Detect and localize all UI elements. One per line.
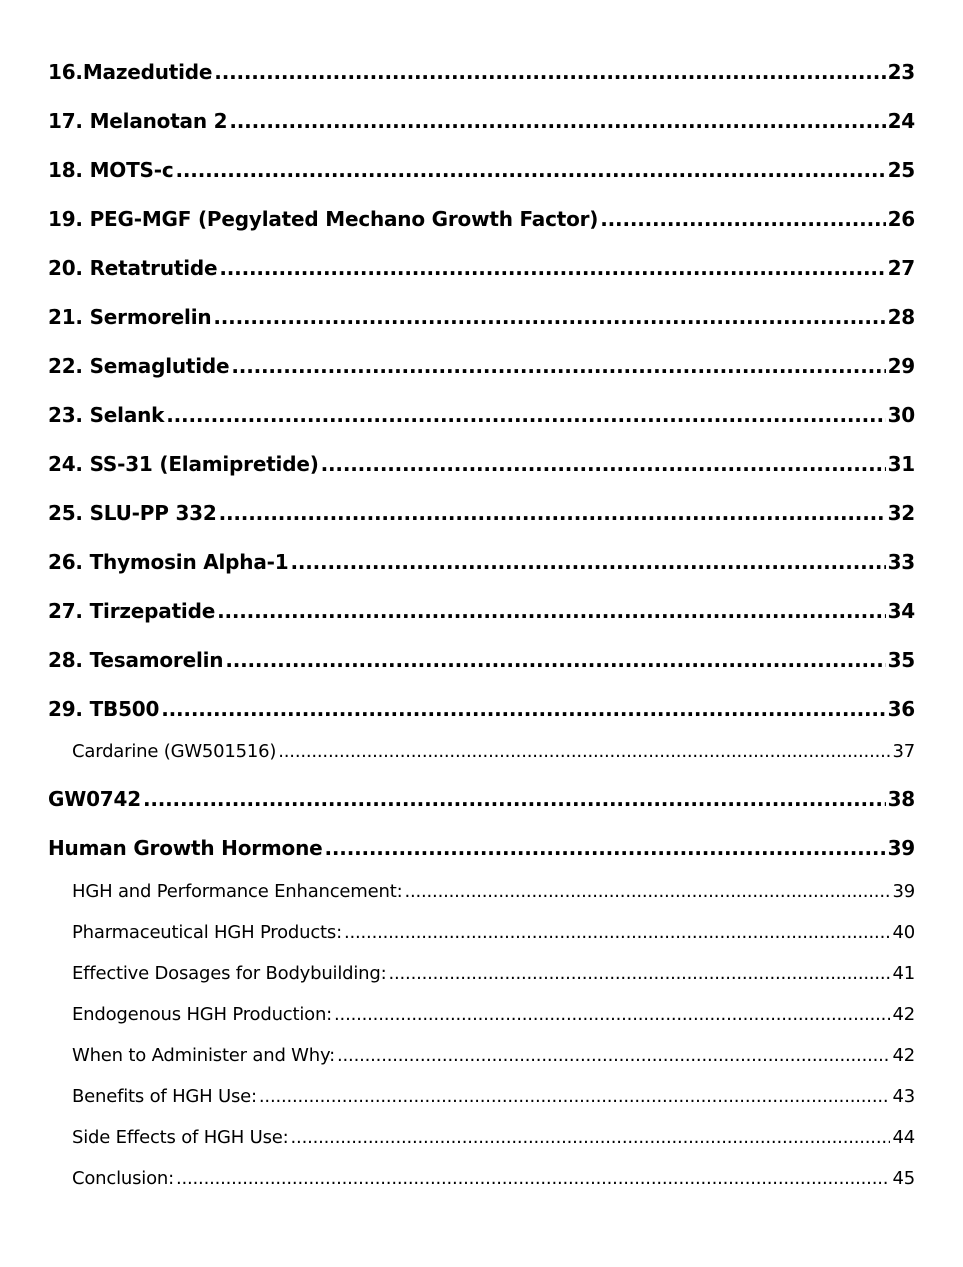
toc-entry[interactable] [48,305,915,329]
dot-leader [161,697,885,721]
dot-leader [219,256,885,280]
toc-subentry[interactable] [72,1127,915,1148]
toc-entry-page: 24 [887,109,915,133]
dot-leader [176,158,886,182]
toc-entry[interactable] [48,787,915,811]
dot-leader [334,1004,890,1025]
toc-entry[interactable] [48,60,915,84]
toc-entry-title: 28. Tesamorelin [48,648,224,672]
toc-entry[interactable] [48,109,915,133]
toc-entry-page: 39 [887,836,915,860]
toc-entry[interactable] [48,501,915,525]
dot-leader [600,207,885,231]
toc-entry-title: Side Effects of HGH Use: [72,1127,289,1148]
toc-subentry[interactable] [72,922,915,943]
toc-entry-title: 19. PEG-MGF (Pegylated Mechano Growth Factor) [48,207,599,231]
toc-subentry[interactable] [72,881,915,902]
toc-subentry[interactable] [72,741,915,762]
toc-entry-page: 33 [887,550,915,574]
toc-entry-title: 25. SLU-PP 332 [48,501,217,525]
toc-entry-title: 22. Semaglutide [48,354,230,378]
toc-entry[interactable] [48,452,915,476]
toc-subentry[interactable] [72,1004,915,1025]
toc-entry-page: 29 [887,354,915,378]
toc-entry-page: 35 [887,648,915,672]
toc-entry-title: When to Administer and Why: [72,1045,336,1066]
dot-leader [214,60,885,84]
toc-entry-title: 17. Melanotan 2 [48,109,228,133]
dot-leader [290,550,885,574]
toc-entry-page: 27 [887,256,915,280]
toc-entry-title: 26. Thymosin Alpha-1 [48,550,289,574]
toc-entry-page: 26 [887,207,915,231]
toc-entry-page: 38 [887,787,915,811]
toc-entry-title: Human Growth Hormone [48,836,323,860]
toc-entry-page: 37 [892,741,915,762]
toc-entry[interactable] [48,403,915,427]
toc-entry[interactable] [48,697,915,721]
toc-entry-title: 21. Sermorelin [48,305,212,329]
toc-entry-page: 39 [892,881,915,902]
dot-leader [176,1168,891,1189]
toc-subentry[interactable] [72,963,915,984]
toc-entry[interactable] [48,256,915,280]
toc-entry-title: GW0742 [48,787,141,811]
dot-leader [404,881,890,902]
toc-entry-page: 32 [887,501,915,525]
dot-leader [229,109,885,133]
dot-leader [337,1045,890,1066]
toc-entry-page: 44 [892,1127,915,1148]
toc-entry-page: 34 [887,599,915,623]
toc-entry-page: 36 [887,697,915,721]
dot-leader [143,787,886,811]
toc-entry[interactable] [48,158,915,182]
toc-entry-title: 24. SS-31 (Elamipretide) [48,452,319,476]
toc-entry-title: 16.Mazedutide [48,60,213,84]
dot-leader [231,354,885,378]
toc-entry-page: 25 [887,158,915,182]
toc-entry[interactable] [48,599,915,623]
toc-entry-title: Endogenous HGH Production: [72,1004,333,1025]
toc-entry-page: 31 [887,452,915,476]
dot-leader [166,403,885,427]
toc-entry-page: 23 [887,60,915,84]
toc-entry-page: 42 [892,1004,915,1025]
dot-leader [259,1086,891,1107]
toc-entry-page: 40 [892,922,915,943]
dot-leader [219,501,886,525]
toc-subentry[interactable] [72,1086,915,1107]
toc-entry-title: HGH and Performance Enhancement: [72,881,403,902]
toc-subentry[interactable] [72,1045,915,1066]
toc-entry-title: 18. MOTS-c [48,158,174,182]
toc-entry[interactable] [48,836,915,860]
toc-entry-title: Effective Dosages for Bodybuilding: [72,963,387,984]
toc-entry-title: Cardarine (GW501516) [72,741,277,762]
dot-leader [388,963,890,984]
toc-subentry[interactable] [72,1168,915,1189]
toc-entry-page: 42 [892,1045,915,1066]
dot-leader [344,922,891,943]
toc-entry-page: 41 [892,963,915,984]
toc-entry-page: 43 [892,1086,915,1107]
dot-leader [325,836,886,860]
toc-entry-title: Conclusion: [72,1168,174,1189]
dot-leader [291,1127,891,1148]
dot-leader [278,741,890,762]
dot-leader [321,452,886,476]
toc-entry[interactable] [48,550,915,574]
toc-entry-title: 29. TB500 [48,697,160,721]
toc-entry[interactable] [48,648,915,672]
toc-entry-title: Pharmaceutical HGH Products: [72,922,342,943]
toc-entry-title: 23. Selank [48,403,165,427]
toc-entry-title: Benefits of HGH Use: [72,1086,257,1107]
toc-entry-page: 30 [887,403,915,427]
toc-entry-title: 27. Tirzepatide [48,599,216,623]
dot-leader [217,599,885,623]
toc-entry-page: 45 [892,1168,915,1189]
dot-leader [213,305,885,329]
toc-entry-title: 20. Retatrutide [48,256,218,280]
toc-entry[interactable] [48,354,915,378]
dot-leader [225,648,885,672]
toc-entry-page: 28 [887,305,915,329]
toc-entry[interactable] [48,207,915,231]
